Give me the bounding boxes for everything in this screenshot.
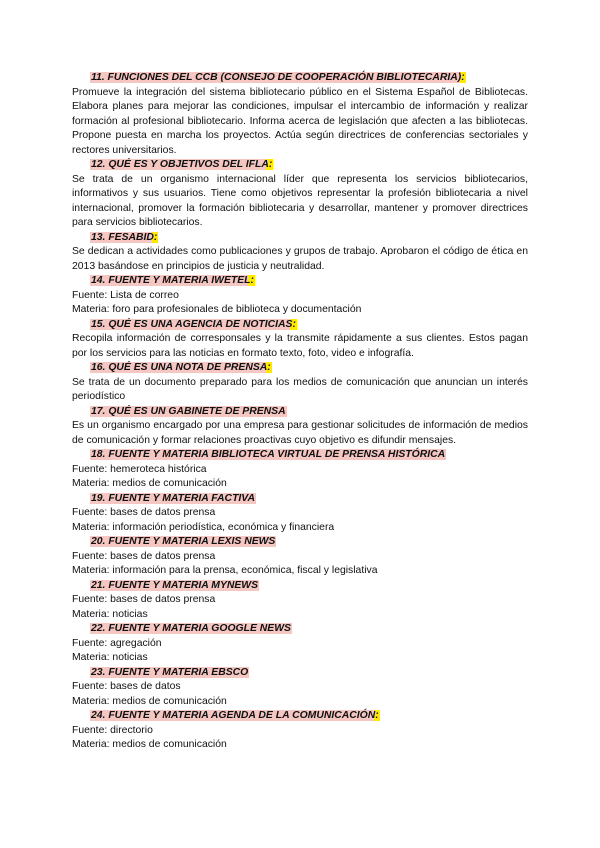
section-body: Se dedican a actividades como publicaciones y grupos de trabajo. Aprobaron el código de ética en 2013 basándose en principios de justicia y neutralidad. <box>72 246 528 272</box>
fuente-line: Fuente: bases de datos <box>72 681 181 692</box>
document-page <box>72 71 528 753</box>
materia-line: Materia: información periodística, económica y financiera <box>72 521 335 533</box>
materia-line: Materia: foro para profesionales de biblioteca y documentación <box>72 304 362 315</box>
section-18 <box>72 448 528 492</box>
section-16 <box>72 361 528 405</box>
materia-line: Materia: información para la prensa, económica, fiscal y legislativa <box>72 565 378 576</box>
fuente-line: Fuente: agregación <box>72 637 162 649</box>
materia-line: Materia: noticias <box>72 652 148 663</box>
section-heading: 24. FUENTE Y MATERIA AGENDA DE LA COMUNICACIÓN: <box>91 710 379 721</box>
materia-line: Materia: medios de comunicación <box>72 739 227 750</box>
section-24 <box>72 709 528 753</box>
materia-line: Materia: medios de comunicación <box>72 695 227 707</box>
section-20 <box>72 535 528 579</box>
section-11 <box>72 71 528 158</box>
section-body: Promueve la integración del sistema bibliotecario público en el Sistema Español de Bibliotecas. Elabora planes para mejorar las condiciones, impulsar el intercambio de información y realizar formación al profesional bibliotecario. Informa acerca de legislación que afecten a las bibliotecas. Propone puesta en marcha los proyectos. Actúa según directrices de conferencias sectoriales y rectores universitarios. <box>72 86 528 156</box>
section-12 <box>72 158 528 231</box>
fuente-line: Fuente: Lista de correo <box>72 289 179 301</box>
section-body: Se trata de un organismo internacional líder que representa los servicios bibliotecarios, informativos y sus usuarios. Tiene como objetivos representar la profesión bibliotecaria a nivel internacional, promover la formación bibliotecaria y desarrollar, mantener y promover directrices para servicios bibliotecarios. <box>72 173 528 228</box>
section-heading: 19. FUENTE Y MATERIA FACTIVA <box>91 492 255 504</box>
fuente-line: Fuente: bases de datos prensa <box>72 594 216 605</box>
section-19 <box>72 492 528 536</box>
section-body: Es un organismo encargado por una empresa para gestionar solicitudes de información de medios de comunicación y formar relaciones proactivas cuyo objetivo es difundir mensajes. <box>72 420 528 446</box>
section-heading: 17. QUÉ ES UN GABINETE DE PRENSA <box>91 405 286 417</box>
materia-line: Materia: medios de comunicación <box>72 478 227 489</box>
section-15 <box>72 318 528 362</box>
section-heading: 18. FUENTE Y MATERIA BIBLIOTECA VIRTUAL DE PRENSA HISTÓRICA <box>91 449 446 460</box>
section-body: Recopila información de corresponsales y la transmite rápidamente a sus clientes. Estos pagan por los servicios para las noticias en formato texto, foto, video e infografía. <box>72 333 528 359</box>
section-22 <box>72 622 528 666</box>
fuente-line: Fuente: bases de datos prensa <box>72 550 216 562</box>
section-21 <box>72 579 528 623</box>
fuente-line: Fuente: directorio <box>72 724 153 736</box>
section-heading: 22. FUENTE Y MATERIA GOOGLE NEWS <box>91 623 291 634</box>
section-14 <box>72 274 528 318</box>
section-heading: 14. FUENTE Y MATERIA IWETEL: <box>91 275 254 286</box>
section-heading: 23. FUENTE Y MATERIA EBSCO <box>91 666 249 678</box>
section-23 <box>72 666 528 710</box>
fuente-line: Fuente: bases de datos prensa <box>72 507 216 518</box>
section-heading: 11. FUNCIONES DEL CCB (CONSEJO DE COOPERACIÓN BIBLIOTECARIA): <box>91 72 465 83</box>
section-heading: 15. QUÉ ES UNA AGENCIA DE NOTICIAS: <box>91 318 296 330</box>
fuente-line: Fuente: hemeroteca histórica <box>72 463 207 475</box>
section-17 <box>72 405 528 449</box>
section-heading: 12. QUÉ ES Y OBJETIVOS DEL IFLA: <box>91 159 273 170</box>
section-heading: 16. QUÉ ES UNA NOTA DE PRENSA: <box>91 362 271 373</box>
section-heading: 20. FUENTE Y MATERIA LEXIS NEWS <box>91 536 276 547</box>
section-heading: 21. FUENTE Y MATERIA MYNEWS <box>91 579 259 591</box>
section-body: Se trata de un documento preparado para los medios de comunicación que anuncian un interés periodístico <box>72 376 528 402</box>
materia-line: Materia: noticias <box>72 608 148 620</box>
section-heading: 13. FESABID: <box>91 231 158 243</box>
section-13 <box>72 231 528 275</box>
